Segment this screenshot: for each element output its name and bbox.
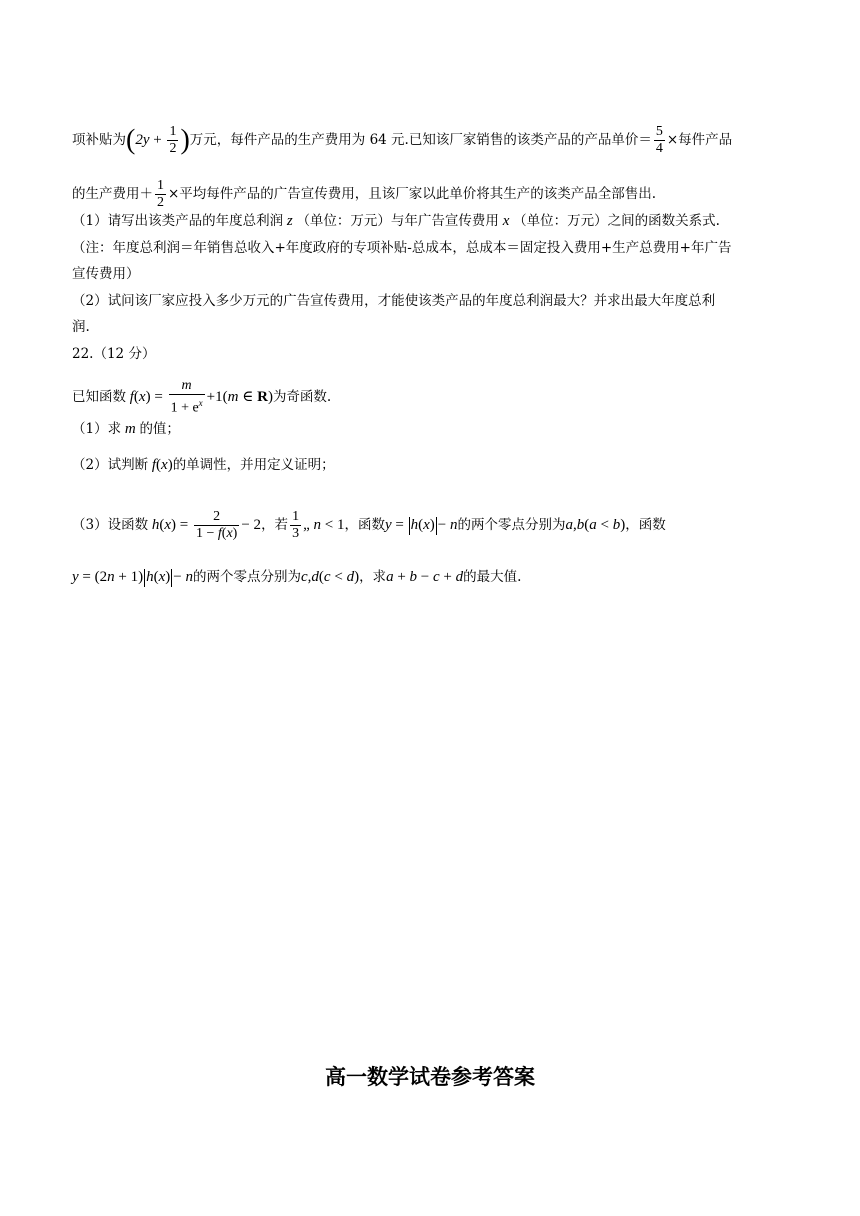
text: 的两个零点分别为 [193, 569, 301, 585]
text: ，函数 [344, 517, 385, 533]
problem-22-heading: 22.（12 分） [72, 346, 156, 362]
text: 万元，每件产品的生产费用为 64 元.已知该厂家销售的该类产品的产品单价＝ [189, 132, 652, 148]
question-2-cont: 润. [72, 319, 90, 335]
subsidy-line: 项补贴为(2y + $\frac{1}{2}$ )万元，每件产品的生产费用为 64 元.已知该厂家销售的该类产品的产品单价＝ $\frac{5}{4}$ ×每件产品 [72, 124, 733, 156]
given-function: 已知函数 f(x) = $\frac{m}{1 + e^x}$ +1(m ∈ R)为奇函数. [72, 378, 332, 416]
text: （3）设函数 [72, 517, 149, 533]
note-line-2: 宣传费用） [72, 266, 140, 282]
price-line: 的生产费用＋ $\frac{1}{2}$ ×平均每件产品的广告宣传费用，且该厂家以此单价将其生产的该类产品全部售出. [72, 178, 657, 210]
sub-question-3-cont: y = (2n + 1) h(x) − n的两个零点分别为c,d(c < d)，求a + b − c + d的最大值. [72, 569, 522, 585]
text: 的单调性，并用定义证明； [172, 457, 335, 473]
sub-question-3: （3）设函数 h(x) = $\frac{2}{1 - f(x)}$ − 2，若 $\frac{1}{3}$ „ n < 1，函数y = h(x) − n的两个零点分别为a,b(a < b)，函数 [72, 509, 666, 541]
question-2: （2）试问该厂家应投入多少万元的广告宣传费用，才能使该类产品的年度总利润最大？并求出最大年度总利 [72, 293, 716, 309]
note-line-1: （注：年度总利润＝年销售总收入+年度政府的专项补贴-总成本，总成本＝固定投入费用+生产总费用+年广告 [72, 240, 732, 256]
text: 的值； [139, 421, 180, 437]
text: 的生产费用＋ [72, 186, 153, 202]
sub-question-2: （2）试判断 f(x)的单调性，并用定义证明； [72, 457, 335, 473]
text: ，求 [359, 569, 387, 585]
text: 为奇函数. [272, 388, 332, 405]
text: ，若 [261, 517, 289, 533]
text: ×每件产品 [666, 132, 733, 148]
text: 已知函数 [72, 388, 126, 405]
text: 项补贴为 [72, 132, 126, 148]
text: （1）请写出该类产品的年度总利润 [72, 213, 284, 229]
text: （单位：万元）与年广告宣传费用 [296, 213, 499, 229]
question-1: （1）请写出该类产品的年度总利润 z （单位：万元）与年广告宣传费用 x （单位：万元）之间的函数关系式. [72, 213, 720, 229]
text: （1）求 [72, 421, 122, 437]
text: （2）试判断 [72, 457, 149, 473]
text: ，函数 [625, 517, 666, 533]
text: 的最大值. [463, 569, 522, 585]
answer-title: 高一数学试卷参考答案 [325, 1065, 535, 1089]
text: ×平均每件产品的广告宣传费用，且该厂家以此单价将其生产的该类产品全部售出. [168, 186, 657, 202]
text: （单位：万元）之间的函数关系式. [513, 213, 720, 229]
text: 的两个零点分别为 [457, 517, 566, 533]
sub-question-1: （1）求 m 的值； [72, 421, 180, 437]
